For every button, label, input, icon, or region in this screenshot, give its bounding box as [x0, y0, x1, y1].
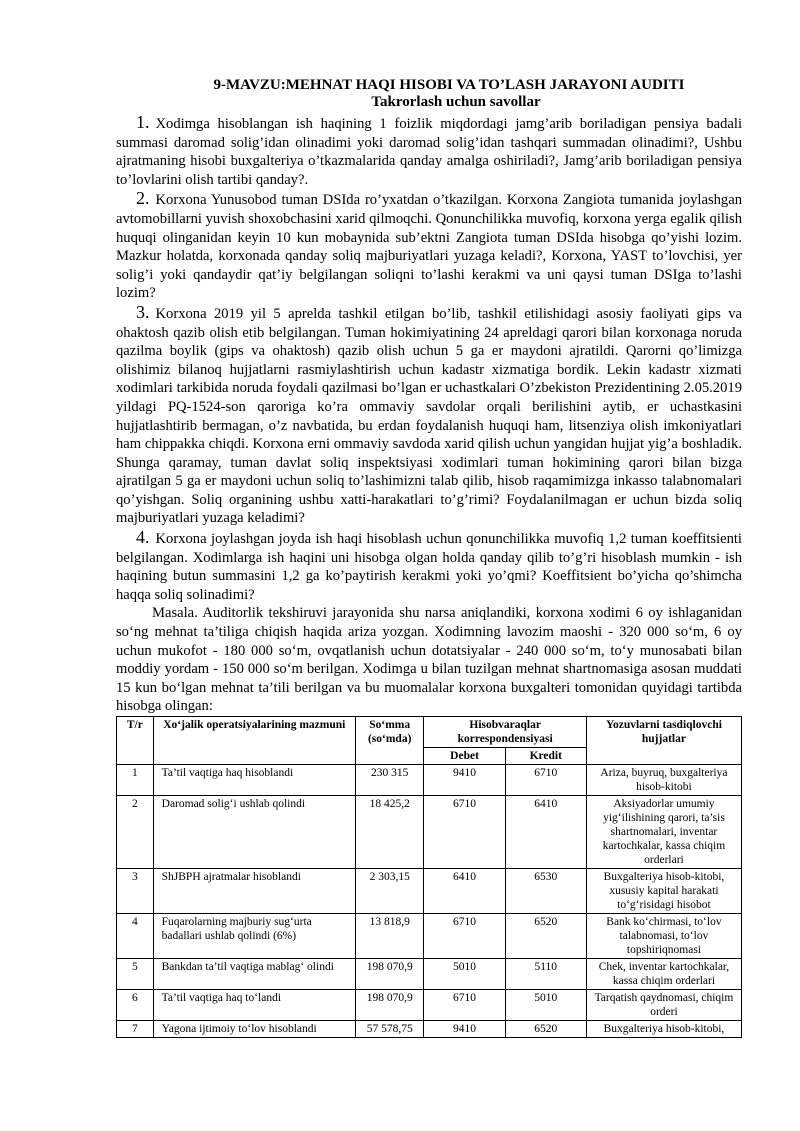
cell-sum: 198 070,9 — [355, 959, 424, 990]
question-text: Korxona 2019 yil 5 aprelda tashkil etilgan bo’lib, tashkil etilishidagi asosiy faoliyati gips va ohaktosh qazib olish etib belgilangan. Tuman hokimiyatining 24 apreldagi qarori bilan korxonaga noruda qazilma boylik (gips va ohaktosh) qazib olish uchun 5 ga er maydoni ajratildi. Qarorni qo’limizga olishimiz bilanoq hujjatlarni rasmiylashtirish uchun kadastr xizmatiga bordik. Lekin kadastr xizmati xodimlari tarkibida noruda foydali qazilmasi bo’lgan er uchastkalari O’zbekiston Prezidentining 2.05.2019 yildagi PQ-1524-son qaroriga ko’ra ommaviy savdolar orqali berilishini aytib, er uchastkasini hujjatlashtirib bermagan, o’z navbatida, bu erdan foydalanish huquqi ham, litsenziya olish imkoniyatlari ham chippakka chiqdi. Korxona erni ommaviy savdoda xarid qilish uchun yangidan hujjat yig’a boshladik. Shunga qaramay, tuman davlat soliq inspektsiyasi xodimlari tuman hokimining qarori bilan bizga ajratilgan 5 ga er maydoni uchun soliq to’lashimizni talab qilib, hisob raqamimizga inkasso talabnomalari qo’yishgan. Soliq organining ushbu xatti-harakatlari to’g’rimi? Foydalanilmagan er uchun bizda soliq majburiyatlari yuzaga keladimi? — [116, 305, 742, 527]
cell-kredit: 5110 — [505, 959, 586, 990]
table-row — [117, 796, 742, 869]
cell-number: 4 — [117, 914, 154, 959]
table-row — [117, 1021, 742, 1038]
cell-debet: 6710 — [424, 914, 505, 959]
question-1 — [116, 113, 742, 189]
cell-kredit: 6410 — [505, 796, 586, 869]
header-correspondence: Hisobvaraqlar korrespondensiyasi — [424, 717, 586, 748]
cell-documents: Buxgalteriya hisob-kitobi, xususiy kapital harakati to‘g‘risidagi hisobot — [586, 869, 741, 914]
cell-kredit: 6710 — [505, 765, 586, 796]
cell-kredit: 6520 — [505, 1021, 586, 1038]
cell-sum: 13 818,9 — [355, 914, 424, 959]
page-subtitle: Takrorlash uchun savollar — [371, 94, 541, 110]
cell-documents: Bank ko‘chirmasi, to‘lov talabnomasi, to‘lov topshiriqnomasi — [586, 914, 741, 959]
cell-debet: 6710 — [424, 990, 505, 1021]
cell-number: 1 — [117, 765, 154, 796]
header-tr: T/r — [117, 717, 154, 765]
cell-operation: Fuqarolarning majburiy sug‘urta badallari ushlab qolindi (6%) — [153, 914, 355, 959]
table-row — [117, 959, 742, 990]
cell-debet: 6410 — [424, 869, 505, 914]
cell-sum: 198 070,9 — [355, 990, 424, 1021]
cell-sum: 18 425,2 — [355, 796, 424, 869]
cell-number: 7 — [117, 1021, 154, 1038]
cell-operation: Yagona ijtimoiy to‘lov hisoblandi — [153, 1021, 355, 1038]
cell-debet: 6710 — [424, 796, 505, 869]
question-text: Korxona joylashgan joyda ish haqi hisoblash uchun qonunchilikka muvofiq 1,2 tuman koeffitsienti belgilangan. Xodimlarga ish haqini uni hisobga olgan holda qanday qilib to’g’ri hisoblash mumkin - ish haqining butun summasini 1,2 ga ko’paytirish kerakmi yoki yo’qmi? Koeffitsient bo’yicha qo’shimcha haqqa soliq solinadimi? — [116, 531, 742, 603]
cell-number: 2 — [117, 796, 154, 869]
question-number: 1. — [136, 112, 150, 132]
question-3 — [116, 303, 742, 528]
cell-sum: 57 578,75 — [355, 1021, 424, 1038]
question-number: 3. — [136, 301, 150, 322]
cell-number: 5 — [117, 959, 154, 990]
cell-operation: Daromad solig‘i ushlab qolindi — [153, 796, 355, 869]
table-row — [117, 914, 742, 959]
cell-debet: 5010 — [424, 959, 505, 990]
cell-operation: Ta’til vaqtiga haq to‘landi — [153, 990, 355, 1021]
masala-paragraph: Masala. Auditorlik tekshiruvi jarayonida shu narsa aniqlandiki, korxona xodimi 6 oy ishlaganidan so‘ng mehnat ta’tiliga chiqish haqida ariza yozgan. Xodimning lavozim maoshi - 320 000 so‘m, 6 oy uchun mukofot - 180 000 so‘m, ovqatlanish uchun dotatsiyalar - 240 000 so‘m, to‘y munosabati bilan moddiy yordam - 150 000 so‘m berilgan. Xodimga u bilan tuzilgan mehnat shartnomasiga asosan muddati 15 kun bo‘lgan mehnat ta’tili berilgan va bu muomalalar korxona buxgalteri tomonidan quyidagi tartibda hisobga olingan: — [116, 605, 742, 715]
table-header-row — [117, 717, 742, 748]
cell-documents: Tarqatish qaydnomasi, chiqim orderi — [586, 990, 741, 1021]
question-number: 4. — [136, 527, 150, 548]
cell-debet: 9410 — [424, 765, 505, 796]
cell-operation: Ta’til vaqtiga haq hisoblandi — [153, 765, 355, 796]
table-row — [117, 990, 742, 1021]
header-debet: Debet — [424, 748, 505, 765]
question-text: Xodimga hisoblangan ish haqining 1 foizlik miqdordagi jamg’arib boriladigan pensiya badali summasi daromad solig’idan olinadimi yoki daromad solig’idan tashqari summadan olinadimi?, Ushbu ajratmaning hisobi buxgalteriya o’tkazmalarida qanday amalga oshiriladi?, Jamg’arib boriladigan pensiya to’lovlarini olish tartibi qanday?. — [116, 116, 742, 188]
cell-documents: Ariza, buyruq, buxgalteriya hisob-kitobi — [586, 765, 741, 796]
cell-kredit: 5010 — [505, 990, 586, 1021]
question-text: Korxona Yunusobod tuman DSIda ro’yxatdan o’tkazilgan. Korxona Zangiota tumanida joylashgan avtomobillarni yuvish shoxobchasini xarid qilmoqchi. Qonunchilikka muvofiq, korxona yerga egalik qilish huquqi olinganidan keyin 10 kun mobaynida sub’ektni Zangiota tuman DSIda hisobga qo’yishi lozim. Mazkur holatda, korxonada qanday soliq majburiyatlari yuzaga keladi?, Korxona, YAST to’lovchisi, yer solig’i yoki qandaydir qat’iy belgilangan soliqni to’lashi kerakmi va uni qaysi tuman DSIga to’lashi lozim? — [116, 192, 742, 302]
cell-sum: 230 315 — [355, 765, 424, 796]
header-operation: Xo‘jalik operatsiyalarining mazmuni — [153, 717, 355, 765]
cell-operation: ShJBPH ajratmalar hisoblandi — [153, 869, 355, 914]
header-documents: Yozuvlarni tasdiqlovchi hujjatlar — [586, 717, 741, 765]
cell-documents: Buxgalteriya hisob-kitobi, — [586, 1021, 741, 1038]
title-text: 9-MAVZU:MEHNAT HAQI HISOBI VA TO’LASH JARAYONI AUDITI — [213, 77, 685, 93]
cell-documents: Aksiyadorlar umumiy yig‘ilishining qarori, ta’sis shartnomalari, inventar kartochkalar, kassa chiqim orderlari — [586, 796, 741, 869]
header-sum: So‘mma (so‘mda) — [355, 717, 424, 765]
document-body — [116, 113, 742, 716]
cell-kredit: 6530 — [505, 869, 586, 914]
question-number: 2. — [136, 188, 150, 209]
table-row — [117, 765, 742, 796]
page-title — [116, 76, 742, 94]
table-row — [117, 869, 742, 914]
cell-kredit: 6520 — [505, 914, 586, 959]
cell-operation: Bankdan ta’til vaqtiga mablag‘ olindi — [153, 959, 355, 990]
question-4 — [116, 528, 742, 604]
question-2 — [116, 189, 742, 303]
cell-number: 3 — [117, 869, 154, 914]
cell-debet: 9410 — [424, 1021, 505, 1038]
accounting-table — [116, 716, 742, 1038]
header-kredit: Kredit — [505, 748, 586, 765]
cell-sum: 2 303,15 — [355, 869, 424, 914]
document-page — [116, 76, 742, 1038]
cell-number: 6 — [117, 990, 154, 1021]
cell-documents: Chek, inventar kartochkalar, kassa chiqim orderlari — [586, 959, 741, 990]
